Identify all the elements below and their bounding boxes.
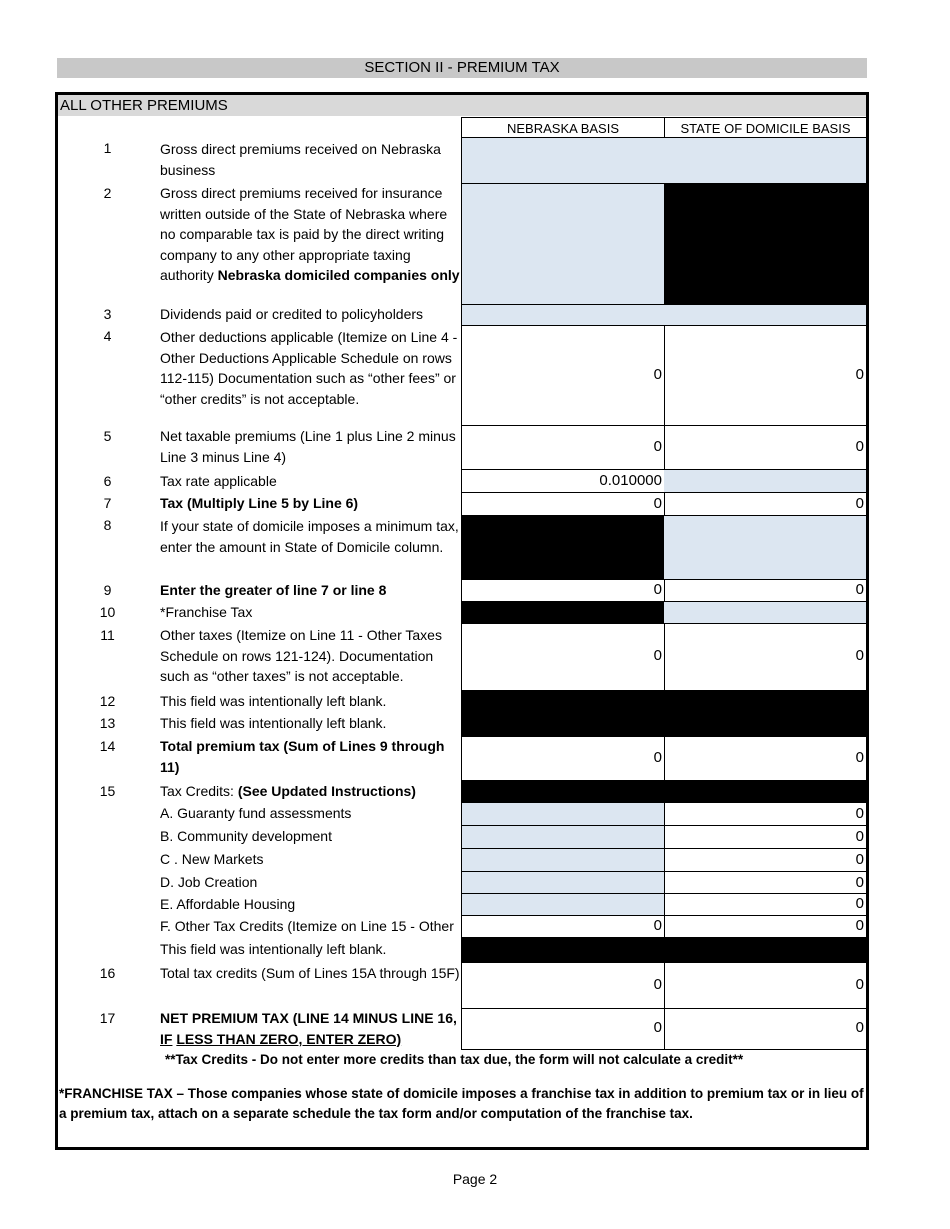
line-17-label-underline-2: LESS THAN ZERO, ENTER ZERO) bbox=[176, 1030, 402, 1047]
line-15e-nebraska-input[interactable] bbox=[461, 894, 665, 916]
line-7-domicile-cell bbox=[664, 493, 867, 516]
line-4-nebraska-value: 0 bbox=[653, 366, 662, 383]
line-15a-nebraska-input[interactable] bbox=[461, 803, 665, 826]
page-number: Page 2 bbox=[452, 1171, 498, 1187]
line-10-label: *Franchise Tax bbox=[160, 604, 253, 620]
line-8-number: 8 bbox=[103, 517, 112, 533]
line-5-nebraska-cell bbox=[461, 426, 665, 470]
line-15e-label: E. Affordable Housing bbox=[160, 896, 296, 912]
line-16-nebraska-cell bbox=[461, 963, 665, 1009]
line-15d-nebraska-input[interactable] bbox=[461, 872, 665, 894]
line-6-label: Tax rate applicable bbox=[160, 473, 277, 489]
lines-12-13-blocked bbox=[461, 691, 867, 737]
line-15b-label: B. Community development bbox=[160, 828, 332, 844]
line-15-label-bold: (See Updated Instructions) bbox=[237, 783, 416, 799]
line-14-label: Total premium tax (Sum of Lines 9 through 11) bbox=[160, 738, 445, 775]
line-15c-domicile-value: 0 bbox=[855, 851, 864, 868]
line-16-label: Total tax credits (Sum of Lines 15A through 15F) bbox=[160, 965, 460, 981]
line-12-number: 12 bbox=[99, 693, 116, 709]
line-2-number: 2 bbox=[103, 185, 112, 201]
column-header-nebraska: NEBRASKA BASIS bbox=[461, 117, 665, 138]
line-14-domicile-value: 0 bbox=[855, 749, 864, 766]
line-14-nebraska-cell bbox=[461, 737, 665, 781]
line-1-domicile-input[interactable] bbox=[664, 138, 867, 184]
line-8-nebraska-blocked bbox=[461, 516, 665, 580]
line-5-number: 5 bbox=[103, 428, 112, 444]
line-3-number: 3 bbox=[103, 306, 112, 322]
column-header-domicile: STATE OF DOMICILE BASIS bbox=[664, 117, 867, 138]
line-15c-nebraska-input[interactable] bbox=[461, 849, 665, 872]
line-15f-nebraska-value: 0 bbox=[653, 917, 662, 934]
line-4-domicile-cell bbox=[664, 326, 867, 426]
line-15-label-text: Tax Credits: bbox=[160, 783, 238, 799]
line-8-domicile-input[interactable] bbox=[664, 516, 867, 580]
line-11-number: 11 bbox=[100, 627, 115, 643]
line-7-nebraska-value: 0 bbox=[653, 495, 662, 512]
line-8-label: If your state of domicile imposes a minimum tax, enter the amount in State of Domicile column. bbox=[160, 518, 459, 555]
line-4-nebraska-cell bbox=[461, 326, 665, 426]
line-7-label: Tax (Multiply Line 5 by Line 6) bbox=[160, 495, 359, 511]
line-15-label bbox=[160, 781, 460, 802]
line-10-nebraska-blocked bbox=[461, 602, 665, 624]
line-10-domicile-input[interactable] bbox=[664, 602, 867, 624]
line-15d-domicile-value: 0 bbox=[855, 874, 864, 891]
line-17-nebraska-cell bbox=[461, 1009, 665, 1050]
line-3-nebraska-input[interactable] bbox=[461, 304, 665, 326]
line-3-label: Dividends paid or credited to policyholders bbox=[160, 306, 424, 322]
line-15c-domicile-cell bbox=[664, 849, 867, 872]
section-title: SECTION II - PREMIUM TAX bbox=[57, 58, 867, 78]
line-6-domicile-input[interactable] bbox=[664, 470, 867, 493]
line-15d-label: D. Job Creation bbox=[160, 874, 258, 890]
franchise-tax-note: *FRANCHISE TAX – Those companies whose state of domicile imposes a franchise tax in addition to premium tax or in lieu of a premium tax, attach on a separate schedule the tax form and/or computation of the franchise tax. bbox=[59, 1086, 864, 1121]
line-1-label: Gross direct premiums received on Nebraska business bbox=[160, 141, 441, 178]
line-17-label bbox=[160, 1008, 462, 1049]
line-15b-domicile-value: 0 bbox=[855, 828, 864, 845]
line-9-nebraska-cell bbox=[461, 580, 665, 602]
line-17-domicile-value: 0 bbox=[855, 1019, 864, 1036]
line-7-nebraska-cell bbox=[461, 493, 665, 516]
line-7-domicile-value: 0 bbox=[855, 495, 864, 512]
line-15a-domicile-cell bbox=[664, 803, 867, 826]
line-11-nebraska-value: 0 bbox=[653, 647, 662, 664]
line-15f-domicile-value: 0 bbox=[855, 917, 864, 934]
line-7-number: 7 bbox=[103, 495, 112, 511]
tax-credits-note: **Tax Credits - Do not enter more credits than tax due, the form will not calculate a credit** bbox=[165, 1052, 744, 1067]
line-5-domicile-value: 0 bbox=[855, 438, 864, 455]
line-15g-label: This field was intentionally left blank. bbox=[160, 941, 387, 957]
line-17-number: 17 bbox=[99, 1010, 116, 1026]
line-9-domicile-cell bbox=[664, 580, 867, 602]
line-15f-label: F. Other Tax Credits (Itemize on Line 15 - Other bbox=[160, 918, 454, 934]
line-6-nebraska-cell bbox=[461, 470, 665, 493]
line-13-number: 13 bbox=[99, 715, 116, 731]
line-9-label: Enter the greater of line 7 or line 8 bbox=[160, 582, 387, 598]
line-11-domicile-value: 0 bbox=[855, 647, 864, 664]
line-12-label: This field was intentionally left blank. bbox=[160, 693, 387, 709]
line-5-label: Net taxable premiums (Line 1 plus Line 2 minus Line 3 minus Line 4) bbox=[160, 428, 456, 465]
line-15a-domicile-value: 0 bbox=[855, 805, 864, 822]
line-17-domicile-cell bbox=[664, 1009, 867, 1050]
line-15g-blocked bbox=[461, 938, 867, 963]
line-5-domicile-cell bbox=[664, 426, 867, 470]
line-5-nebraska-value: 0 bbox=[653, 438, 662, 455]
line-2-label-bold: Nebraska domiciled companies only bbox=[217, 267, 460, 283]
line-9-nebraska-value: 0 bbox=[653, 581, 662, 598]
line-16-domicile-cell bbox=[664, 963, 867, 1009]
line-9-number: 9 bbox=[103, 582, 112, 598]
line-14-nebraska-value: 0 bbox=[653, 749, 662, 766]
line-13-label: This field was intentionally left blank. bbox=[160, 715, 387, 731]
line-4-label: Other deductions applicable (Itemize on Line 4 - Other Deductions Applicable Schedule on rows 112-115) Documentation such as “other fees” or “other credits” is not acceptable. bbox=[160, 329, 458, 407]
line-17-label-text: NET PREMIUM TAX (LINE 14 MINUS LINE 16, bbox=[160, 1010, 457, 1026]
line-15c-label: C . New Markets bbox=[160, 851, 264, 867]
line-15a-label: A. Guaranty fund assessments bbox=[160, 805, 352, 821]
line-16-domicile-value: 0 bbox=[855, 976, 864, 993]
line-15-blocked bbox=[461, 781, 867, 803]
line-2-label-text: Gross direct premiums received for insurance written outside of the State of Nebraska where no comparable tax is paid by the direct writing company to any other appropriate taxing authority bbox=[160, 185, 448, 283]
line-15b-nebraska-input[interactable] bbox=[461, 826, 665, 849]
line-11-nebraska-cell bbox=[461, 624, 665, 691]
line-1-number: 1 bbox=[103, 140, 112, 156]
line-2-nebraska-input[interactable] bbox=[461, 184, 665, 304]
line-15b-domicile-cell bbox=[664, 826, 867, 849]
line-4-number: 4 bbox=[103, 328, 112, 344]
line-15-number: 15 bbox=[99, 783, 116, 799]
line-15e-domicile-cell bbox=[664, 894, 867, 916]
line-17-label-underline-1: IF bbox=[160, 1030, 173, 1047]
line-14-domicile-cell bbox=[664, 737, 867, 781]
line-4-domicile-value: 0 bbox=[855, 366, 864, 383]
line-16-nebraska-value: 0 bbox=[653, 976, 662, 993]
line-15f-nebraska-cell bbox=[461, 916, 665, 938]
line-2-domicile-blocked bbox=[664, 184, 867, 304]
line-17-nebraska-value: 0 bbox=[653, 1019, 662, 1036]
line-11-label: Other taxes (Itemize on Line 11 - Other Taxes Schedule on rows 121-124). Documentation such as “other taxes” is not acceptable. bbox=[160, 627, 442, 684]
line-6-tax-rate: 0.010000 bbox=[599, 472, 662, 489]
line-16-number: 16 bbox=[99, 965, 116, 981]
line-10-number: 10 bbox=[99, 604, 116, 620]
line-6-number: 6 bbox=[103, 473, 112, 489]
line-3-domicile-input[interactable] bbox=[664, 304, 867, 326]
group-title: ALL OTHER PREMIUMS bbox=[58, 95, 866, 116]
line-14-number: 14 bbox=[99, 738, 116, 754]
line-9-domicile-value: 0 bbox=[855, 581, 864, 598]
line-1-nebraska-input[interactable] bbox=[461, 138, 665, 184]
line-11-domicile-cell bbox=[664, 624, 867, 691]
line-15d-domicile-cell bbox=[664, 872, 867, 894]
line-15f-domicile-cell bbox=[664, 916, 867, 938]
line-2-label bbox=[160, 183, 462, 286]
line-15e-domicile-value: 0 bbox=[855, 895, 864, 912]
